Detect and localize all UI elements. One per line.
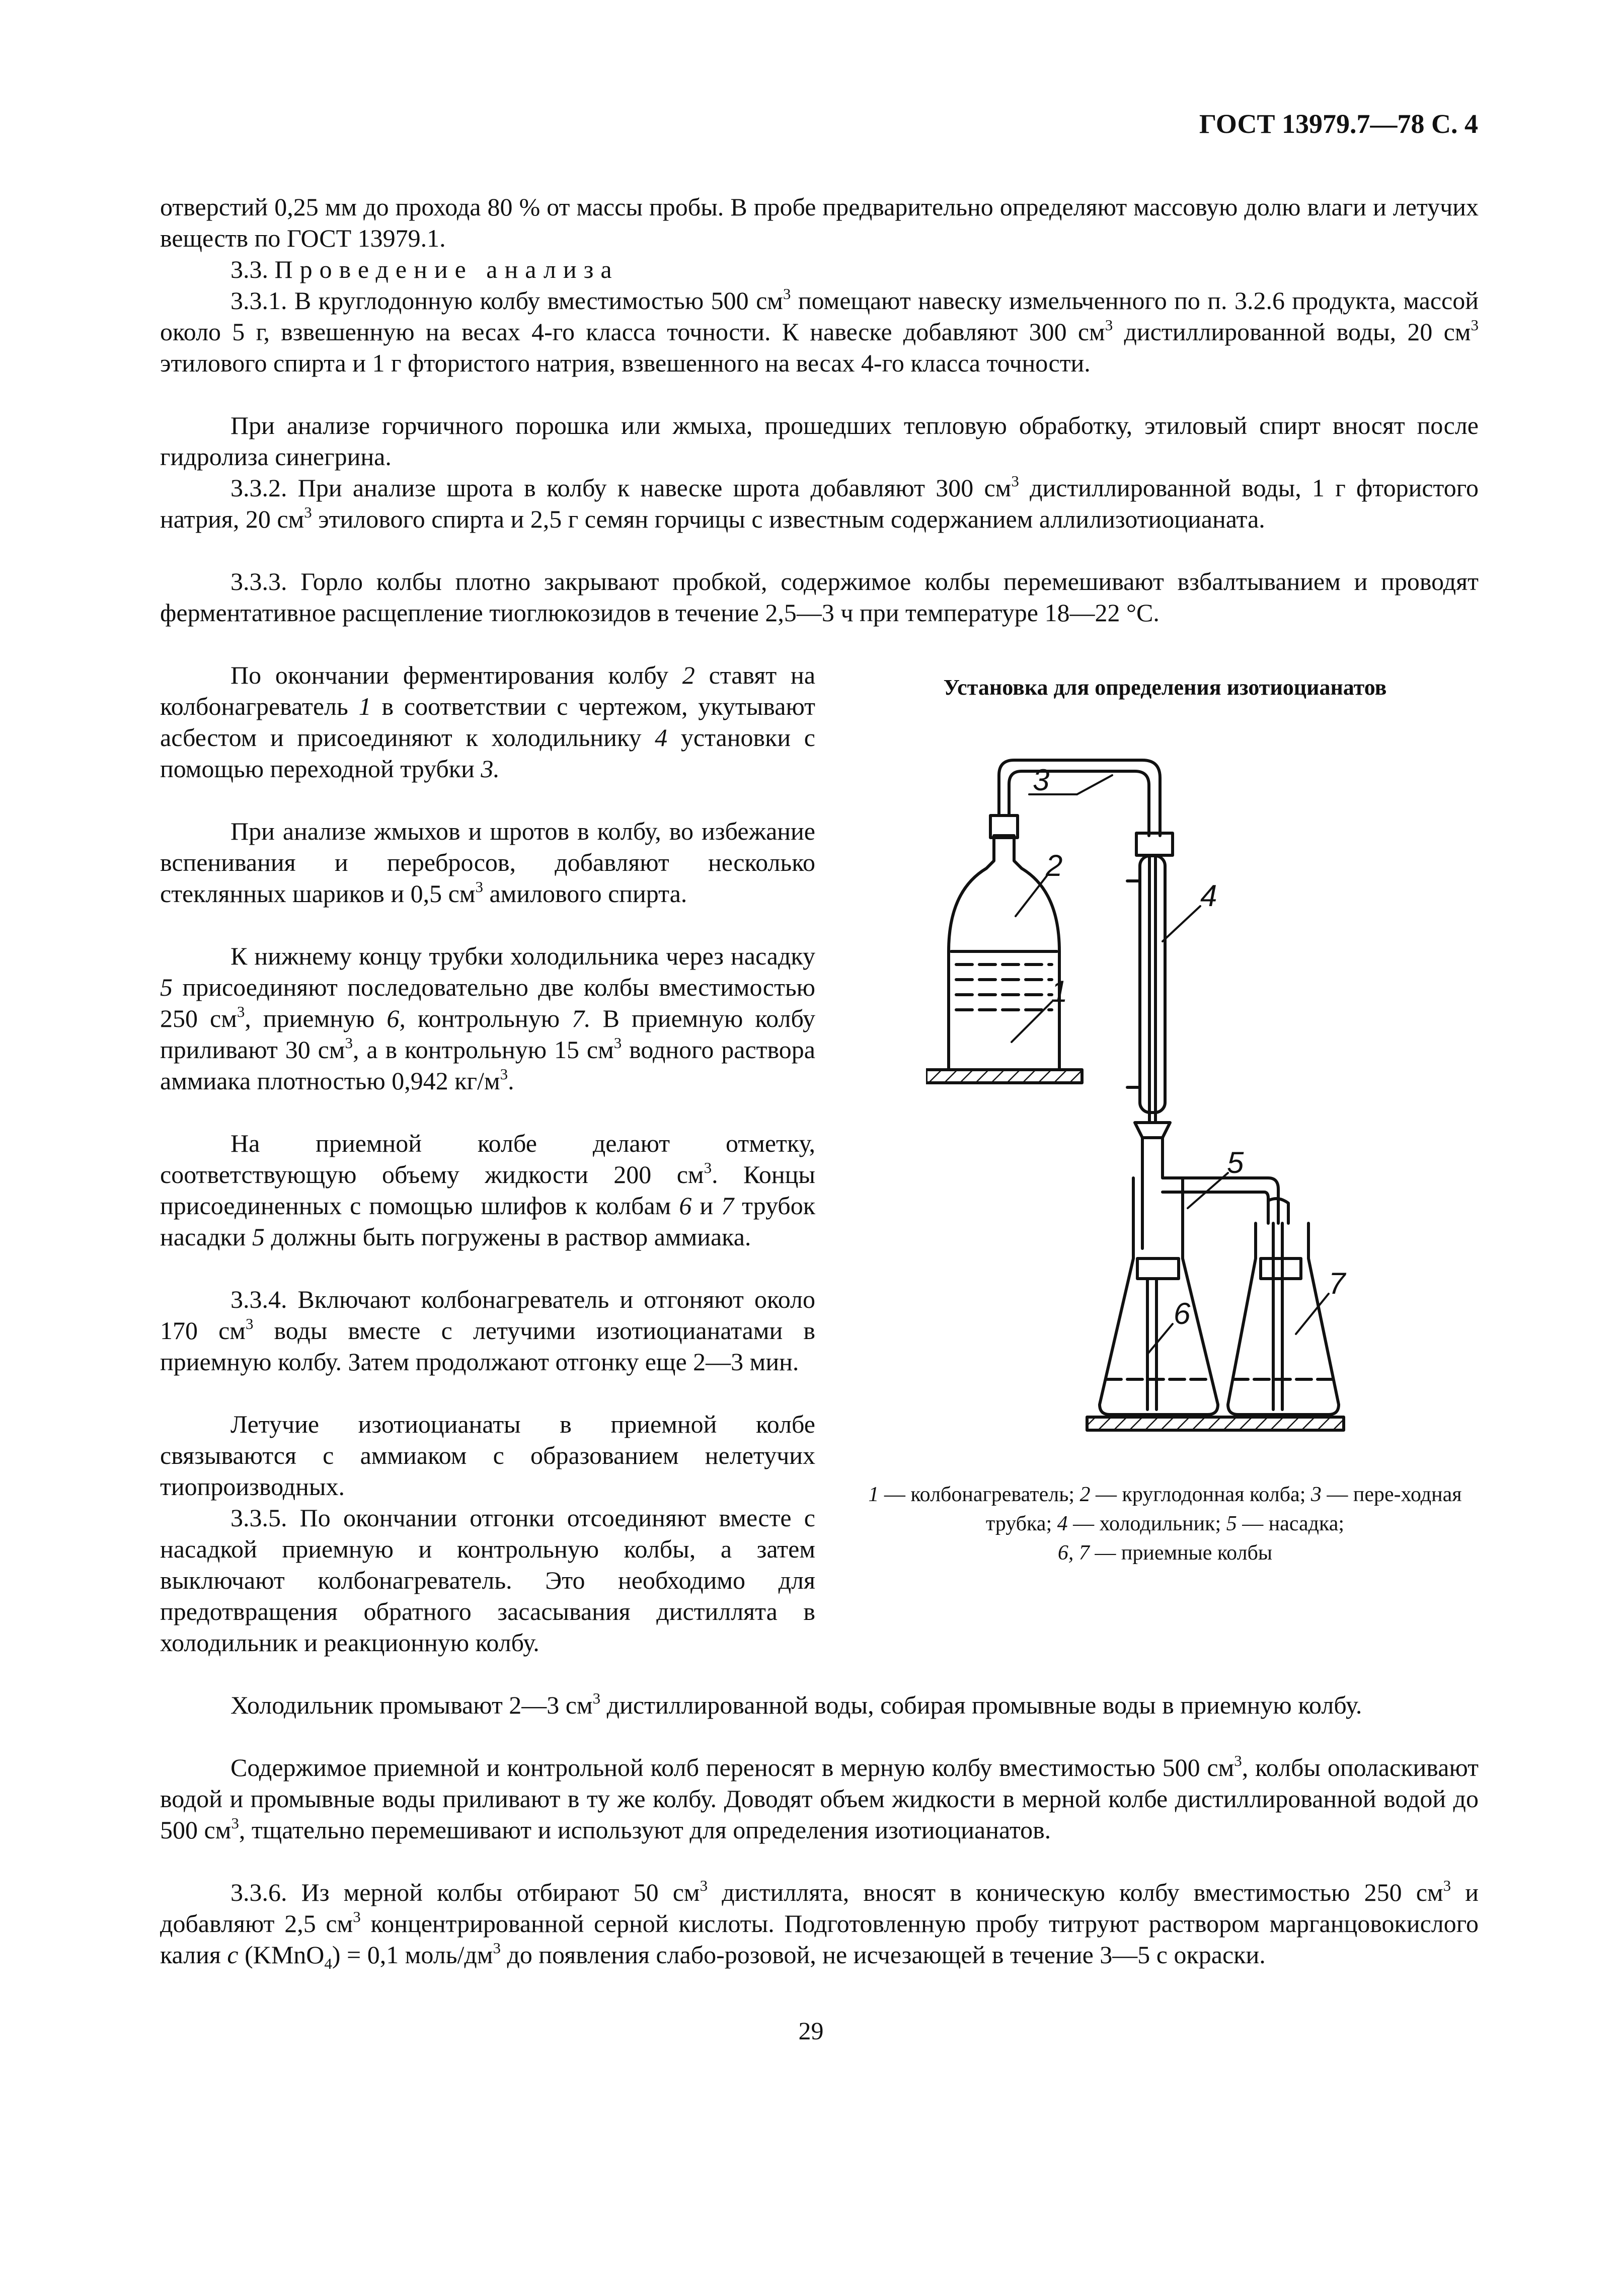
paragraph-mark-level: [160, 1128, 815, 1252]
text-run: К нижнему концу трубки холодильника через насадку: [230, 942, 815, 970]
superscript: 3: [245, 1315, 254, 1333]
text-run: присоединяют последовательно две колбы вместимостью 250 см: [160, 973, 815, 1032]
text-run: 3.3.2. При анализе шрота в колбу к навеске шрота добавляют 300 см: [230, 474, 1012, 502]
superscript: 3: [700, 1877, 708, 1895]
text-run: контрольную: [405, 1004, 572, 1032]
figure-title: Установка для определения изотиоцианатов: [943, 675, 1387, 700]
label-1: 1: [1051, 975, 1068, 1008]
ref-number: 6,: [387, 1004, 406, 1032]
text-run: ) = 0,1 моль/дм: [332, 1941, 493, 1969]
control-flask-7: [1228, 1223, 1339, 1415]
paragraph-glass-beads: [160, 816, 815, 909]
superscript: 3: [613, 1034, 622, 1052]
receiving-flask-6: [1100, 1178, 1218, 1415]
text-run: 3.3.4. Включают колбонагреватель и отгоняют около 170 см: [160, 1285, 815, 1345]
superscript: 3: [704, 1159, 712, 1177]
text-run: Холодильник промывают 2—3 см: [230, 1691, 593, 1719]
text-run: концентрированной серной кислоты. Подготовленную пробу титруют раствором марганцовокислого калия: [160, 1909, 1479, 1969]
round-flask: [949, 816, 1059, 1070]
text-run: этилового спирта и 1 г фтористого натрия, взвешенного на весах 4-го класса точности.: [160, 349, 1091, 377]
text-run: и добавляют 2,5 см: [160, 1878, 1479, 1938]
caption-num: 4: [1057, 1512, 1068, 1535]
text-run: .: [508, 1067, 514, 1095]
figure-labels: [1033, 763, 1347, 1330]
paragraph-3-3-6: [160, 1877, 1479, 1970]
text-run: (KMnO: [238, 1941, 325, 1969]
superscript: 3: [345, 1034, 353, 1052]
superscript: 3: [1234, 1752, 1242, 1770]
superscript: 3: [353, 1908, 361, 1926]
text-run: 3.3.6. Из мерной колбы отбирают 50 см: [230, 1878, 700, 1906]
text-run: и: [691, 1192, 722, 1220]
section-3-3-heading: [160, 254, 1479, 285]
paragraph-rinse-condenser: [160, 1689, 1479, 1721]
paragraph-3-3-4: [160, 1284, 815, 1377]
text-run: амилового спирта.: [483, 879, 687, 908]
caption-text: — пере-ходная трубка;: [985, 1483, 1462, 1535]
base-stand: [1087, 1417, 1344, 1430]
ref-number: 5: [252, 1223, 265, 1251]
label-4: 4: [1200, 879, 1217, 913]
text-run: дистиллированной воды, 1 г фтористого натрия, 20 см: [160, 474, 1479, 533]
text-run: , приемную: [245, 1004, 387, 1032]
superscript: 3: [1011, 472, 1019, 490]
paragraph-3-3-2: [160, 472, 1479, 535]
superscript: 3: [500, 1065, 508, 1083]
text-run: дистиллированной воды, собирая промывные воды в приемную колбу.: [600, 1691, 1362, 1719]
paragraph-receiving-flasks: [160, 940, 815, 1096]
caption-num: 5: [1226, 1512, 1237, 1535]
condenser: [1127, 856, 1165, 1123]
text-run: , тщательно перемешивают и используют для определения изотиоцианатов.: [239, 1816, 1051, 1844]
text-run: воды вместе с летучими изотиоцианатами в приемную колбу. Затем продолжают отгонку еще 2—3 мин.: [160, 1316, 815, 1376]
caption-text: — круглодонная колба;: [1096, 1483, 1306, 1506]
text-run: дистиллированной воды, 20 см: [1113, 318, 1471, 346]
figure-caption: [856, 1480, 1475, 1568]
caption-num: 6, 7: [1057, 1541, 1090, 1565]
section-title: Проведение анализа: [274, 255, 619, 283]
text-run: , а в контрольную 15 см: [353, 1035, 614, 1064]
paragraph-3-3-5: 3.3.5. По окончании отгонки отсоединяют вместе с насадкой приемную и контрольную колбы, а затем выключают колбонагреватель. Это необходимо для предотвращения обратного засасывания дистиллята в холодильник и реакционную колбу.: [160, 1504, 815, 1657]
label-3: 3: [1033, 763, 1050, 797]
ref-number: 3.: [481, 755, 500, 783]
superscript: 3: [237, 1003, 245, 1021]
caption-num: 2: [1079, 1483, 1091, 1506]
text-run: , колбы ополаскивают водой и промывные воды приливают в ту же колбу. Доводят объем жидкости в мерной колбе дистиллированной водой до 500 см: [160, 1753, 1479, 1844]
paragraph-sieve: отверстий 0,25 мм до прохода 80 % от массы пробы. В пробе предварительно определяют массовую долю влаги и летучих веществ по ГОСТ 13979.1.: [160, 193, 1479, 252]
superscript: 3: [1443, 1877, 1451, 1895]
heater: [926, 1070, 1082, 1083]
paragraph-volatile: Летучие изотиоцианаты в приемной колбе связываются с аммиаком с образованием нелетучих тиопроизводных.: [160, 1410, 815, 1501]
text-run: дистиллята, вносят в коническую колбу вместимостью 250 см: [708, 1878, 1443, 1906]
transfer-tube: [999, 760, 1173, 855]
text-run: водного раствора аммиака плотностью 0,942 кг/м: [160, 1035, 815, 1095]
page-number: 29: [798, 2017, 824, 2045]
caption-text: — приемные колбы: [1095, 1541, 1273, 1565]
ref-number: 2: [682, 661, 695, 689]
text-run: При анализе жмыхов и шротов в колбу, во избежание вспенивания и перебросов, добавляют несколько стеклянных шариков и 0,5 см: [160, 817, 815, 908]
paragraph-transfer: [160, 1752, 1479, 1845]
paragraph-3-3-1: [160, 285, 1479, 379]
ref-number: 7: [721, 1192, 734, 1220]
page-header: ГОСТ 13979.7—78 С. 4: [1199, 109, 1478, 139]
text-run: . Концы присоединенных с помощью шлифов к колбам: [160, 1160, 815, 1220]
text-run: помещают навеску измельченного по п. 3.2.6 продукта, массой около 5 г, взвешенную на весах 4-го класса точности. К навеске добавляют 300 см: [160, 286, 1479, 346]
superscript: 3: [493, 1939, 501, 1957]
label-6: 6: [1174, 1297, 1191, 1330]
superscript: 3: [783, 285, 791, 303]
paragraph-3-3-3: 3.3.3. Горло колбы плотно закрывают пробкой, содержимое колбы перемешивают взбалтыванием и проводят ферментативное расщепление тиоглюкозидов в течение 2,5—3 ч при температуре 18—22 °С.: [160, 567, 1479, 627]
ref-number: 4: [655, 723, 668, 752]
apparatus-diagram: [926, 740, 1490, 1460]
text-run: 3.3.1. В круглодонную колбу вместимостью 500 см: [230, 286, 783, 315]
label-5: 5: [1227, 1146, 1244, 1179]
text-run: в соответствии с чертежом, укутывают асбестом и присоединяют к холодильнику: [160, 692, 815, 752]
text-run: Содержимое приемной и контрольной колб переносят в мерную колбу вместимостью 500 см: [230, 1753, 1234, 1782]
caption-num: 3: [1310, 1483, 1322, 1506]
text-run: установки с помощью переходной трубки: [160, 723, 815, 783]
label-2: 2: [1046, 849, 1063, 882]
superscript: 3: [1105, 316, 1113, 334]
label-7: 7: [1329, 1267, 1346, 1300]
text-run: трубок насадки: [160, 1192, 816, 1251]
paragraph-mustard-powder: При анализе горчичного порошка или жмыха, прошедших тепловую обработку, этиловый спирт вносят после гидролиза синегрина.: [160, 411, 1479, 471]
section-number: 3.3.: [230, 255, 268, 283]
text-run: должны быть погружены в раствор аммиака.: [264, 1223, 751, 1251]
subscript: 4: [324, 1955, 332, 1972]
text-run: В приемную колбу приливают 30 см: [160, 1004, 816, 1064]
caption-text: — колбонагреватель;: [884, 1483, 1075, 1506]
ref-number: 6: [679, 1192, 692, 1220]
ref-number: 5: [160, 973, 173, 1001]
superscript: 3: [304, 503, 312, 522]
superscript: 3: [475, 878, 483, 896]
caption-text: — холодильник;: [1073, 1512, 1221, 1535]
text-run: ставят на колбонагреватель: [160, 661, 816, 720]
caption-text: — насадка;: [1242, 1512, 1345, 1535]
ref-number: 7.: [572, 1004, 591, 1032]
adapter-nozzle: [1135, 1123, 1288, 1248]
ref-number: 1: [358, 692, 371, 720]
superscript: 3: [231, 1814, 239, 1832]
text-run: По окончании ферментирования колбу: [230, 661, 682, 689]
text-run: На приемной колбе делают отметку, соответствующую объему жидкости 200 см: [160, 1129, 815, 1189]
variable: с: [227, 1941, 239, 1969]
paragraph-fermentation-end: [160, 659, 815, 784]
superscript: 3: [592, 1689, 601, 1708]
text-run: этилового спирта и 2,5 г семян горчицы с известным содержанием аллилизотиоцианата.: [312, 505, 1265, 533]
caption-num: 1: [868, 1483, 879, 1506]
text-run: до появления слабо-розовой, не исчезающей в течение 3—5 с окраски.: [500, 1941, 1266, 1969]
superscript: 3: [1471, 316, 1479, 334]
